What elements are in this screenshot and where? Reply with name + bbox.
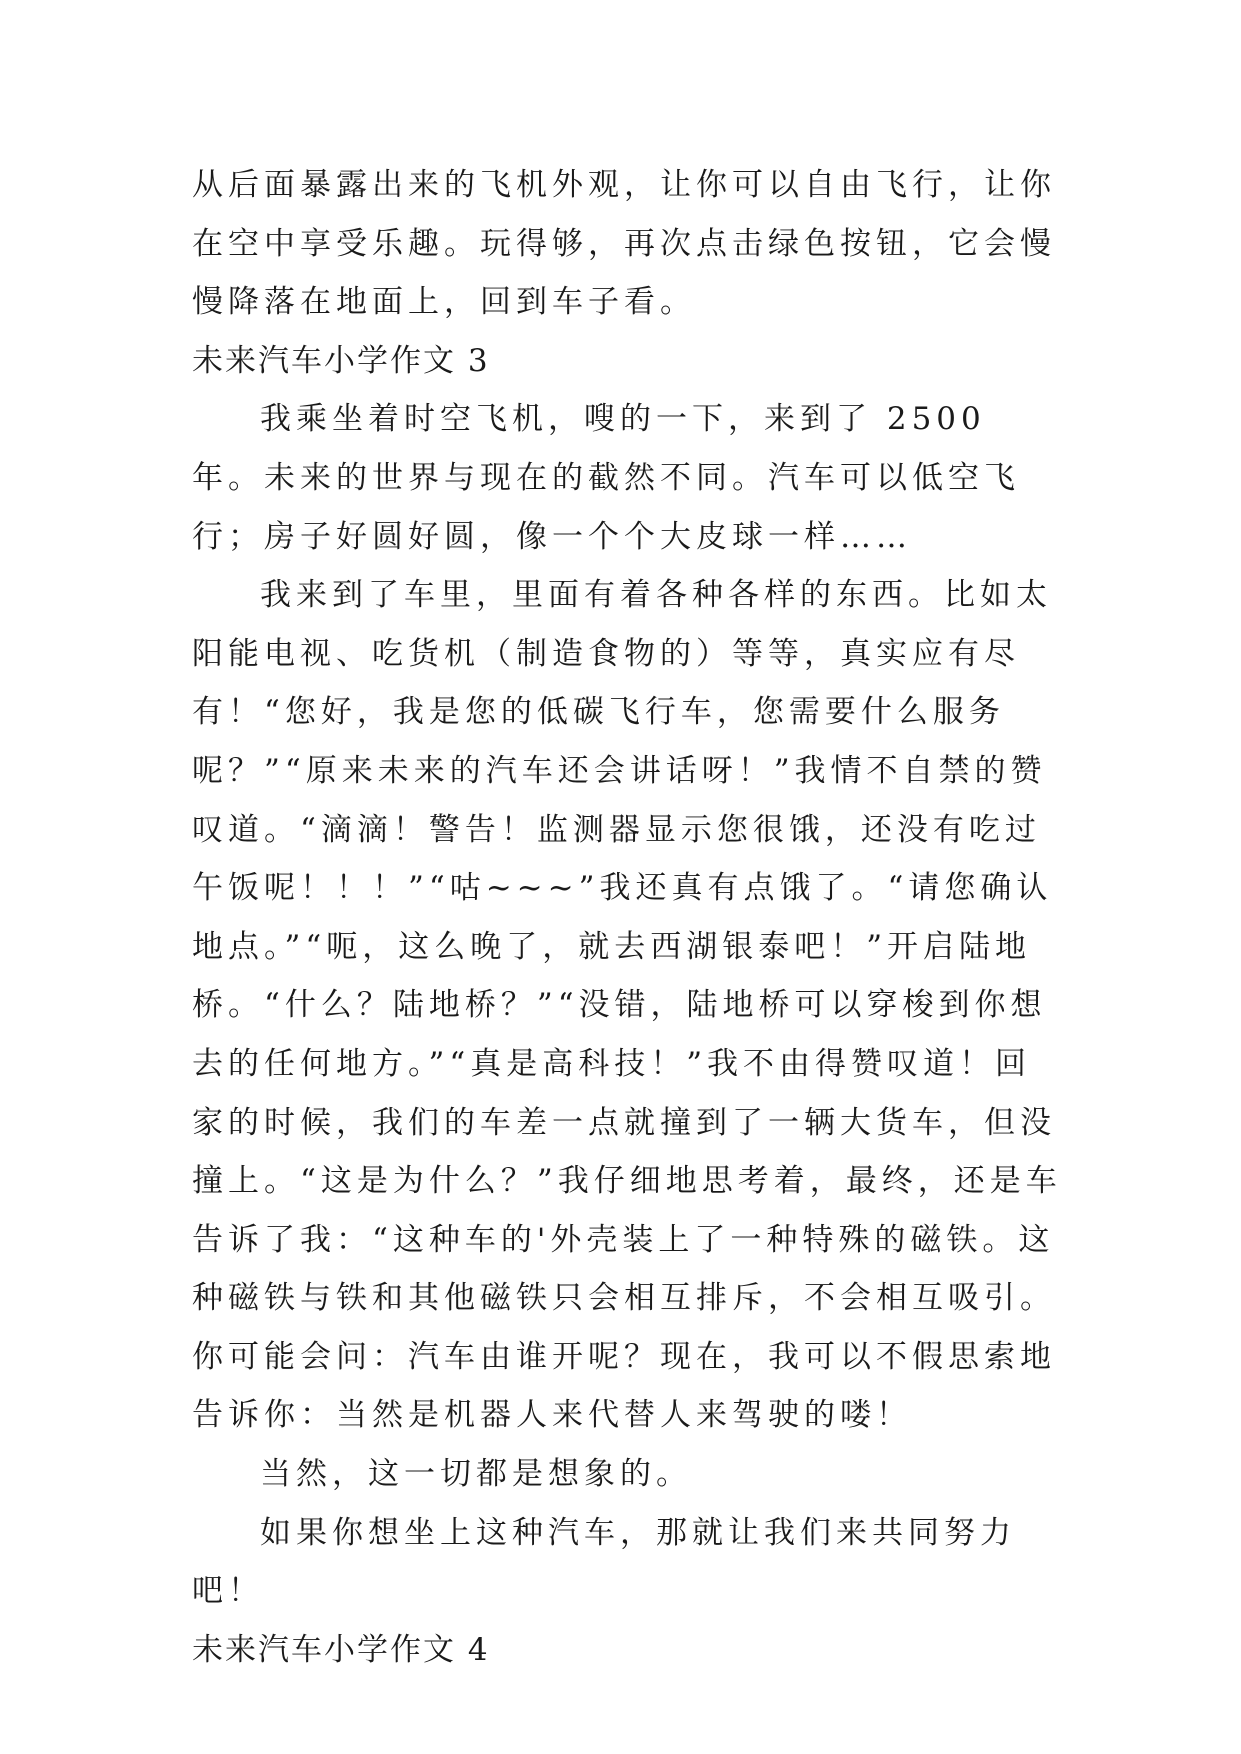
paragraph-conclusion: 如果你想坐上这种汽车，那就让我们来共同努力吧！ — [192, 1514, 1016, 1610]
paragraph-continuation: 从后面暴露出来的飞机外观，让你可以自由飞行，让你在空中享受乐趣。玩得够，再次点击绿色按钮，它会慢慢降落在地面上，回到车子看。 — [192, 167, 1056, 321]
paragraph-car-interior: 我来到了车里，里面有着各种各样的东西。比如太阳能电视、吃货机（制造食物的）等等，真实应有尽有！“您好，我是您的低碳飞行车，您需要什么服务呢？”“原来未来的汽车还会讲话呀！”我情不自禁的赞叹道。“滴滴！警告！监测器显示您很饿，还没有吃过午饭呢！！！”“咕~~~”我还真有点饿了。“请您确认地点。”“呃，这么晚了，就去西湖银泰吧！”开启陆地桥。“什么？陆地桥？”“没错，陆地桥可以穿梭到你想去的任何地方。”“真是高科技！”我不由得赞叹道！回家的时候，我们的车差一点就撞到了一辆大货车，但没撞上。“这是为什么？”我仔细地思考着，最终，还是车告诉了我：“这种车的'外壳装上了一种特殊的磁铁。这种磁铁与铁和其他磁铁只会相互排斥，不会相互吸引。你可能会问：汽车由谁开呢？现在，我可以不假思索地告诉你：当然是机器人来代替人来驾驶的喽！ — [192, 577, 1062, 1434]
document-body — [192, 156, 1064, 1679]
essay-heading-3: 未来汽车小学作文 3 — [192, 342, 490, 379]
paragraph-imagination: 当然，这一切都是想象的。 — [260, 1456, 692, 1493]
essay-heading-4: 未来汽车小学作文 4 — [192, 1631, 490, 1668]
paragraph-intro: 我乘坐着时空飞机，嗖的一下，来到了 2500 年。未来的世界与现在的截然不同。汽车可以低空飞行；房子好圆好圆，像一个个大皮球一样…… — [192, 401, 1020, 555]
